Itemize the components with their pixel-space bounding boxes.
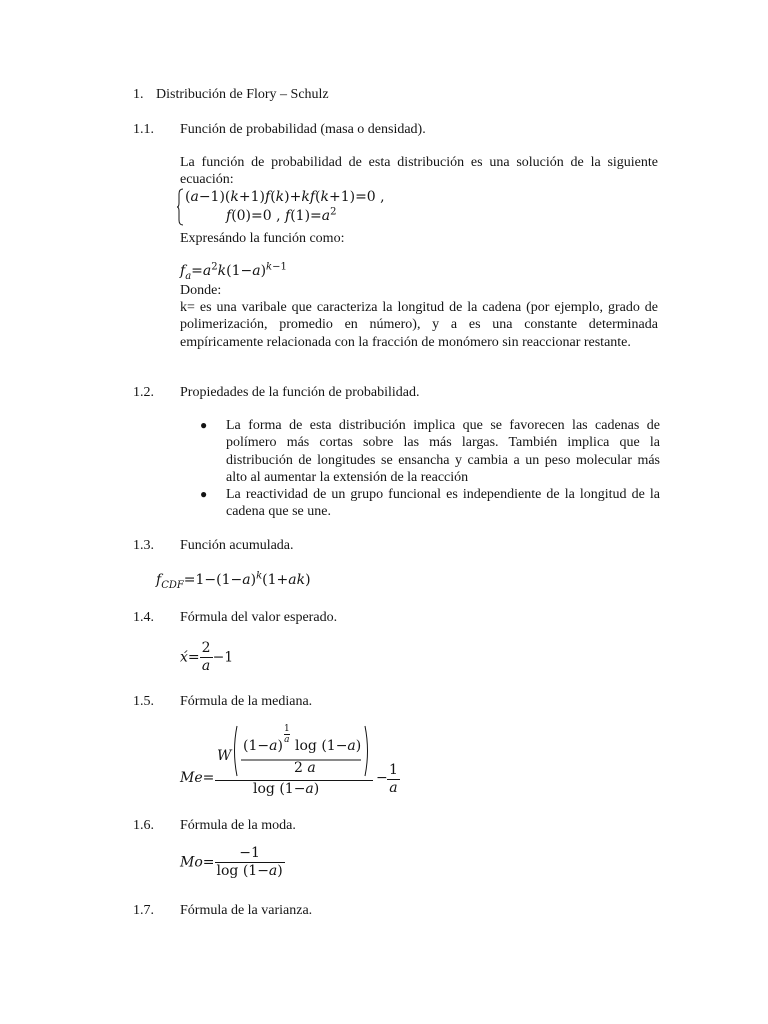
section-1-title: Distribución de Flory – Schulz <box>156 87 329 102</box>
section-1-6-title: Fórmula de la moda. <box>180 818 296 833</box>
section-1-6-number: 1.6. <box>133 818 154 833</box>
properties-list <box>198 417 660 521</box>
list-item: ● La reactividad de un grupo funcional es independiente de la longitud de la cadena que se une. <box>200 487 660 520</box>
s11-donde-label: Donde: <box>180 283 222 298</box>
system-brace <box>176 188 184 226</box>
section-1-4-title: Fórmula del valor esperado. <box>180 610 338 625</box>
section-1-5-number: 1.5. <box>133 694 154 709</box>
section-1-3-title: Función acumulada. <box>180 538 294 553</box>
section-1-3-number: 1.3. <box>133 538 154 553</box>
section-1-2-number: 1.2. <box>133 385 154 400</box>
equation-median: Me= W (1−a) 1 a log (1−a) 2 a log (1−a) − $\frac{1}{a}$ <box>180 722 410 800</box>
section-1-1-title: Función de probabilidad (masa o densidad). <box>180 122 426 137</box>
s11-expresando-text: Expresándo la función como: <box>180 231 345 246</box>
bullet-icon: ● <box>200 487 208 502</box>
median-fraction: W (1−a) 1 a log (1−a) 2 a log (1−a) <box>215 722 373 800</box>
section-1-7-number: 1.7. <box>133 903 154 918</box>
s11-definition-paragraph: k= es una varibale que caracteriza la longitud de la cadena (por ejemplo, grado de polimerización, promedio en número), y a es una constante determinada empíricamente relacionada con la fracción de monómero sin reaccionar restante. <box>180 300 658 350</box>
bullet-icon: ● <box>200 418 208 432</box>
equation-recurrence: (a−1)(k+1)f(k)+kf(k+1)=0 , <box>185 189 385 205</box>
s11-intro-paragraph: La función de probabilidad de esta distribución es una solución de la siguiente ecuación: <box>180 155 658 187</box>
equation-initial-conditions: f(0)=0 , $f(1)=a^2$ <box>226 206 337 224</box>
equation-cdf: $f_{CDF}=1-(1-a)^k(1+ak)$ <box>156 570 311 591</box>
list-item: ● La forma de esta distribución implica que se favorecen las cadenas de polímero más cortas sobre las más largas. También implica que la distribución de longitudes se ensancha y cambia a un peso molecular más alto al aumentar la extensión de la reacción <box>200 418 660 485</box>
section-1-2-title: Propiedades de la función de probabilidad. <box>180 385 420 400</box>
section-1-1-number: 1.1. <box>133 122 154 137</box>
section-1-number: 1. <box>133 87 144 102</box>
equation-mode: Mo= $\frac{-1}{\log (1-a)}$ <box>180 845 283 879</box>
section-1-4-number: 1.4. <box>133 610 154 625</box>
section-1-7-title: Fórmula de la varianza. <box>180 903 313 918</box>
equation-expected-value: x́= $\frac{2}{a}$ −1 <box>180 640 234 674</box>
equation-probability-function: $f_a=a^2k(1-a)^{k-1}$ <box>180 261 287 282</box>
section-1-5-title: Fórmula de la mediana. <box>180 694 313 709</box>
